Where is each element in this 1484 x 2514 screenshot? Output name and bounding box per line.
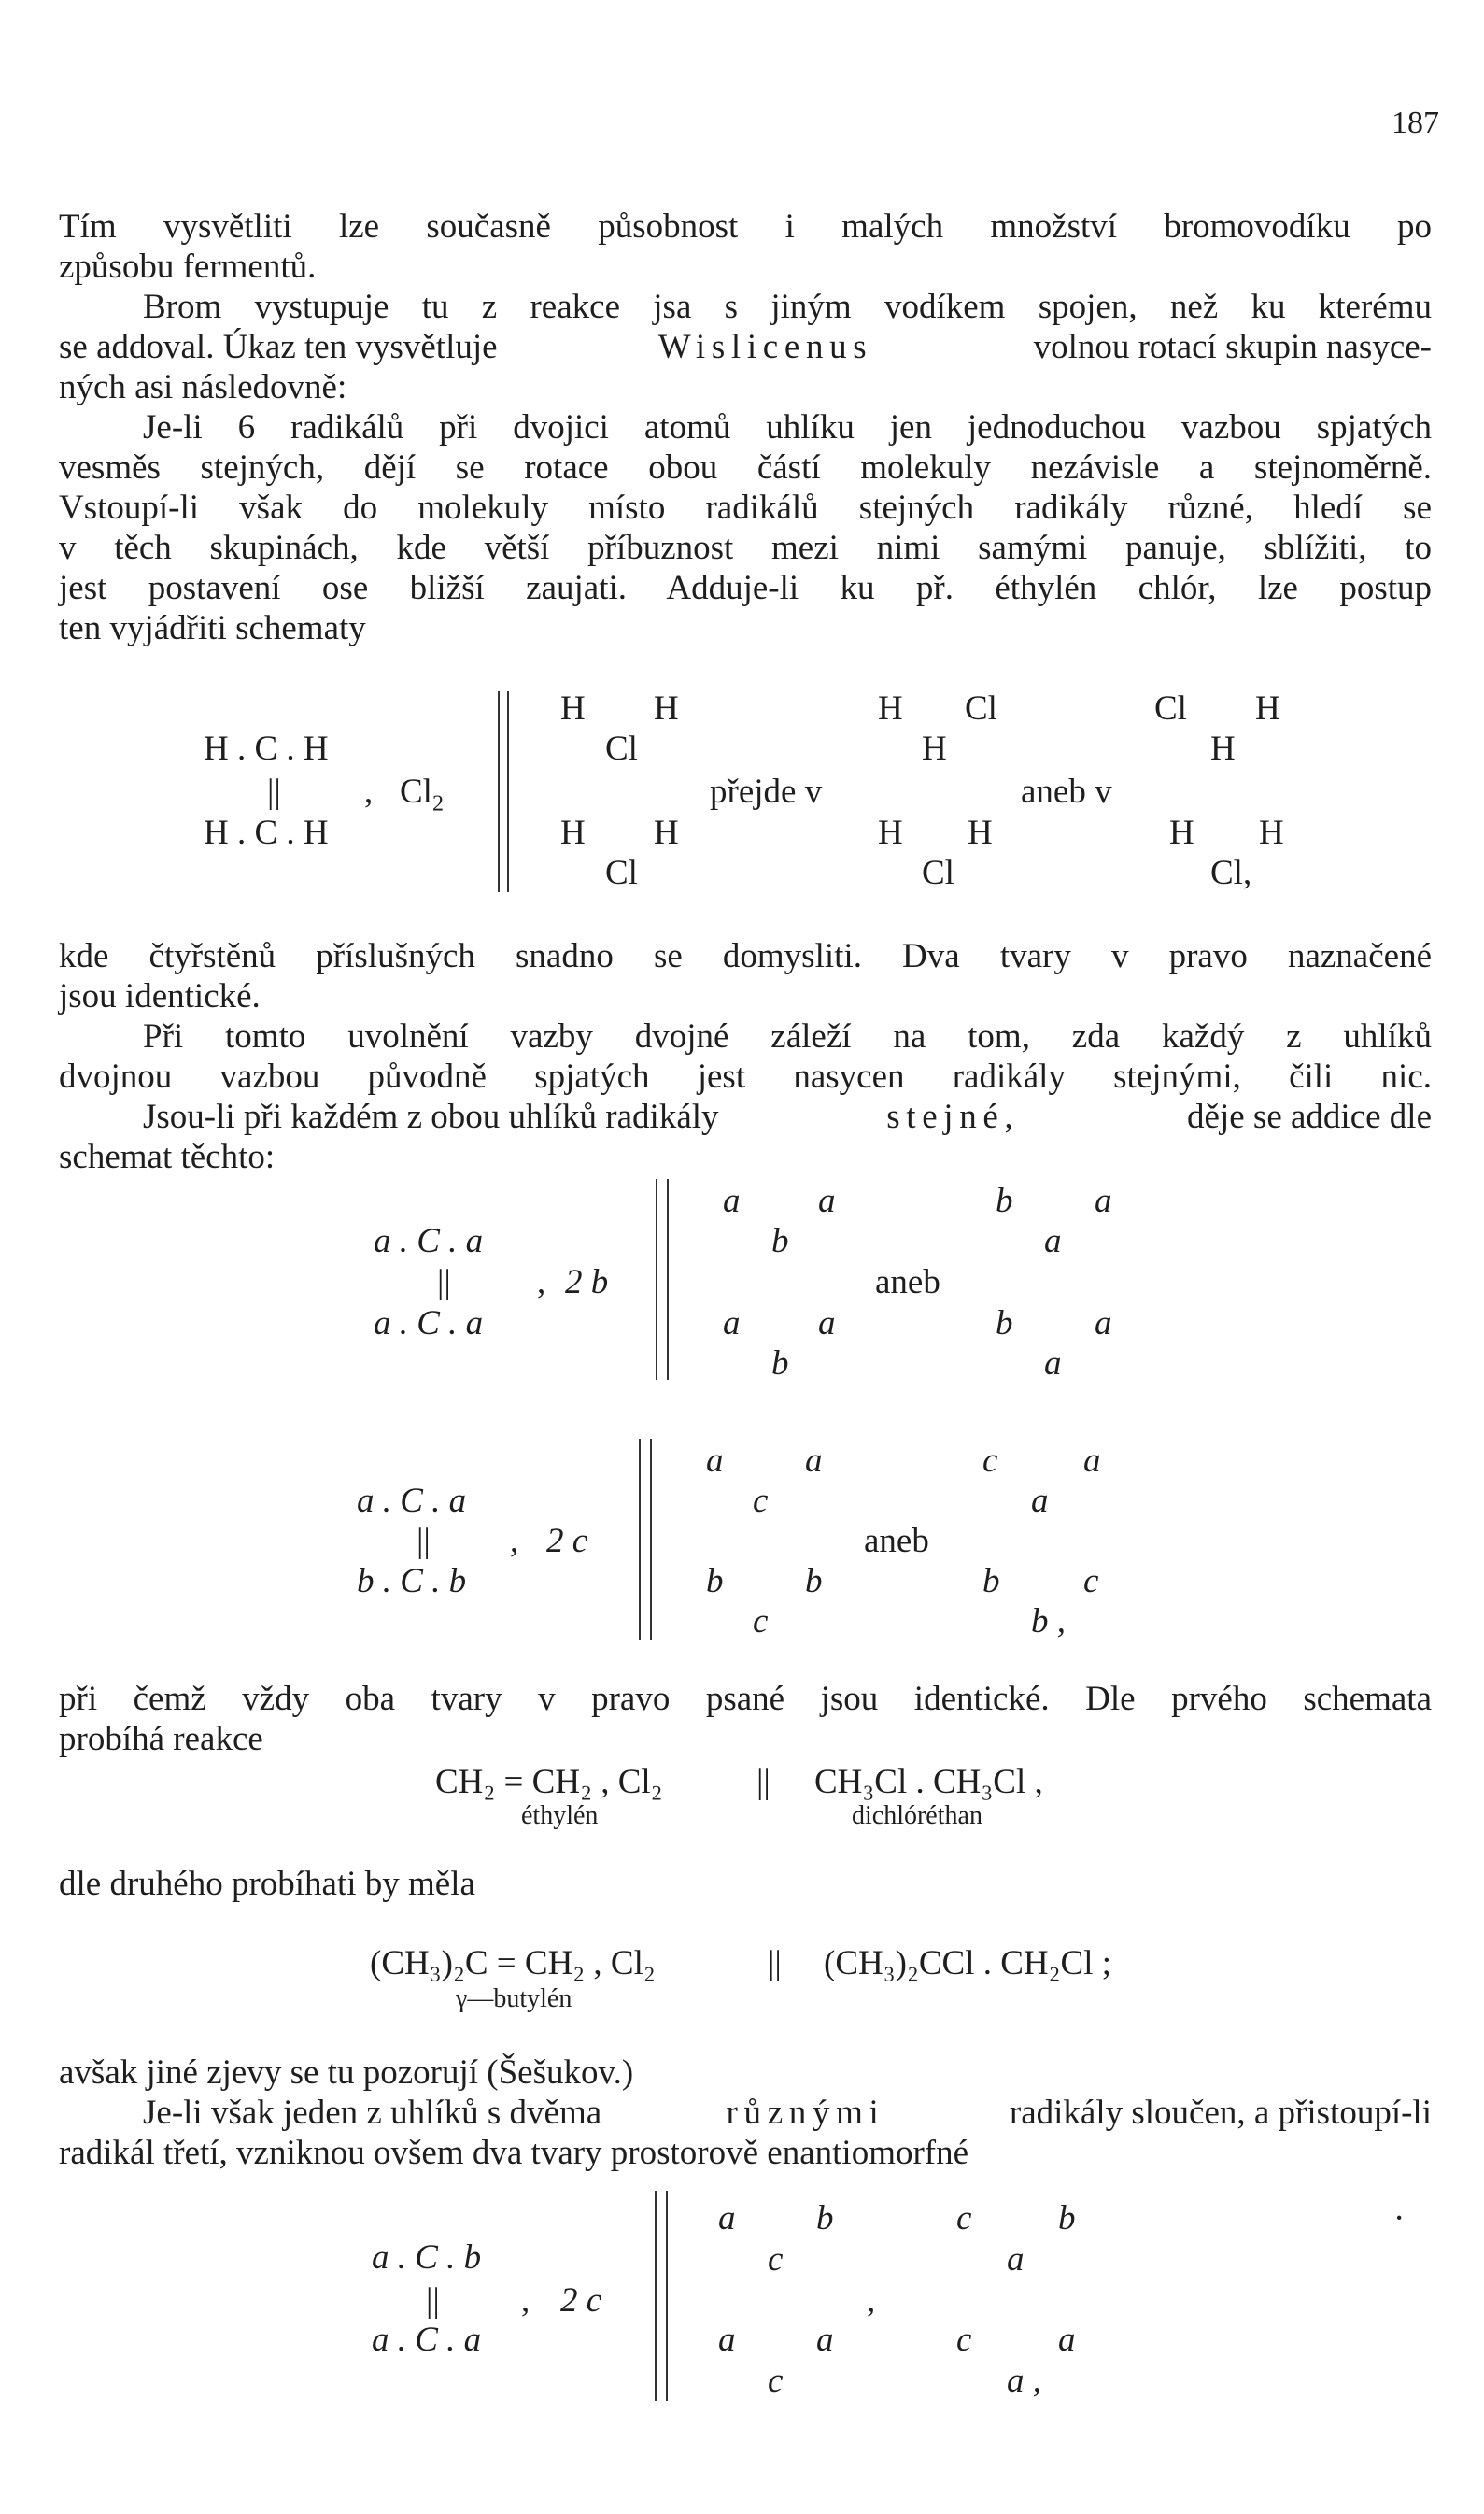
radical: a (818, 1304, 836, 1342)
formula-bottom: a . C . a (374, 1304, 484, 1342)
comma: , (521, 2281, 530, 2320)
divider (667, 1179, 669, 1380)
atom: H (968, 814, 993, 852)
connector-word: přejde v (710, 773, 823, 811)
reagent-symbol: Cl (400, 773, 432, 811)
radical: c (1083, 1562, 1099, 1600)
compound-label: γ—butylén (456, 1984, 572, 2013)
radical: a (805, 1442, 823, 1480)
text-line: ten vyjádřiti schematy (59, 609, 366, 647)
connector-word: aneb (875, 1263, 940, 1301)
text-line (59, 2093, 1432, 2133)
double-bond: || (426, 2281, 440, 2320)
radical: c (956, 2321, 972, 2359)
compound-label: dichlóréthan (852, 1801, 982, 1830)
formula-bottom: a . C . a (372, 2321, 482, 2359)
atom: H (1169, 814, 1194, 852)
text-line: Brom vystupuje tu z reakce jsa s jiným vodíkem spojen, než ku kterému (143, 288, 1432, 326)
text-span: Je-li však jeden z uhlíků s dvěma (143, 2094, 602, 2132)
text-line: způsobu fermentů. (59, 248, 317, 286)
atom: Cl, (1210, 854, 1252, 892)
radical: c (982, 1442, 998, 1480)
comma: , (510, 1522, 519, 1560)
atom: H (560, 814, 586, 852)
formula-top: a . C . a (374, 1222, 484, 1260)
radical: b (996, 1304, 1013, 1342)
text-line: Je-li 6 radikálů při dvojici atomů uhlíku jen jednoduchou vazbou spjatých (143, 408, 1432, 447)
formula-top: a . C . b (372, 2238, 482, 2277)
atom: Cl (605, 854, 638, 892)
atom: H (654, 689, 679, 728)
double-bond: || (437, 1263, 451, 1301)
radical: a (816, 2321, 834, 2359)
text-line: Při tomto uvolnění vazby dvojné záleží na tom, zda každý z uhlíků (143, 1017, 1432, 1056)
radical: a (1007, 2240, 1025, 2279)
text-span: Jsou-li při každém z obou uhlíků radikály (143, 1098, 719, 1136)
radical: a (1095, 1304, 1112, 1342)
text-line (59, 327, 1432, 367)
emphasis: různými (726, 2094, 885, 2132)
author-name: Wislicenus (657, 328, 873, 366)
radical: c (768, 2240, 784, 2279)
radical: b (982, 1562, 1000, 1600)
text-line: ných asi následovně: (59, 368, 347, 406)
radical: a (723, 1182, 741, 1220)
divider (498, 691, 500, 892)
double-bond: || (267, 773, 281, 811)
radical: b (706, 1562, 724, 1600)
reagent (400, 772, 444, 817)
radical: c (768, 2362, 784, 2400)
formula-top: H . C . H (204, 730, 329, 768)
text-line (59, 1097, 1432, 1137)
radical: a (718, 2199, 736, 2237)
radical: c (753, 1602, 769, 1640)
text-line: jest postavení ose bližší zaujati. Adduje-li ku př. éthylén chlór, lze postup (59, 569, 1432, 607)
text-line: jsou identické. (59, 977, 261, 1016)
text-line: Vstoupí-li však do molekuly místo radikálů stejných radikály různé, hledí se (59, 489, 1432, 527)
atom: Cl (922, 854, 954, 892)
reagent: 2 c (560, 2281, 602, 2320)
page-number: 187 (1392, 106, 1439, 140)
radical: c (753, 1482, 769, 1520)
equation-separator: || (768, 1944, 782, 1982)
text-line: avšak jiné zjevy se tu pozorují (Šešukov.) (59, 2053, 634, 2092)
text-line: kde čtyřstěnů příslušných snadno se domysliti. Dva tvary v pravo naznačené (59, 937, 1432, 975)
comma: , (537, 1263, 546, 1301)
double-bond: || (417, 1522, 431, 1560)
formula-bottom: H . C . H (204, 814, 329, 852)
radical: a (818, 1182, 836, 1220)
connector-word: aneb (864, 1522, 929, 1560)
text-line: Tím vysvětliti lze současně působnost i malých množství bromovodíku po (59, 207, 1432, 246)
stray-dot: · (1393, 2199, 1406, 2237)
divider (650, 1439, 652, 1640)
text-line: v těch skupinách, kde větší příbuznost mezi nimi samými panuje, sblížiti, to (59, 529, 1432, 567)
text-line: dle druhého probíhati by měla (59, 1865, 475, 1903)
atom: H (878, 689, 903, 728)
radical: a (1095, 1182, 1112, 1220)
atom: Cl (605, 730, 638, 768)
compound-label: éthylén (521, 1801, 599, 1830)
emphasis: stejné, (886, 1098, 1020, 1136)
reagent-subscript: 2 (431, 791, 444, 817)
divider (656, 1179, 657, 1380)
equation-separator: || (756, 1763, 770, 1801)
radical: a (706, 1442, 724, 1480)
equation-lhs: (CH₃)₂C = CH₂ , Cl₂ (370, 1944, 656, 1982)
radical: b (816, 2199, 834, 2237)
radical: a (718, 2321, 736, 2359)
reagent: 2 b (565, 1263, 609, 1301)
text-span: děje se addice dle (1187, 1098, 1432, 1136)
atom: H (1255, 689, 1280, 728)
formula-bottom: b . C . b (357, 1562, 467, 1600)
divider (655, 2191, 657, 2401)
equation-rhs: (CH₃)₂CCl . CH₂Cl ; (824, 1944, 1112, 1982)
equation-lhs: CH₂ = CH₂ , Cl₂ (435, 1763, 663, 1801)
text-span: radikály sloučen, a přistoupí-li (1009, 2094, 1432, 2132)
text-line: schemat těchto: (59, 1138, 276, 1176)
atom: H (1210, 730, 1236, 768)
radical: a (1083, 1442, 1101, 1480)
radical: a (1044, 1222, 1062, 1260)
radical: a (1058, 2321, 1076, 2359)
radical: b (996, 1182, 1013, 1220)
radical: b , (1031, 1602, 1066, 1640)
text-line: probíhá reakce (59, 1720, 263, 1758)
radical: a , (1007, 2362, 1041, 2400)
text-line: dvojnou vazbou původně spjatých jest nasycen radikály stejnými, čili nic. (59, 1058, 1432, 1096)
radical: b (771, 1222, 789, 1260)
radical: c (956, 2199, 972, 2237)
text-span: se addoval. Úkaz ten vysvětluje (59, 328, 498, 366)
text-span: volnou rotací skupin nasyce- (1033, 328, 1432, 366)
divider (507, 691, 509, 892)
radical: b (1058, 2199, 1076, 2237)
comma: , (867, 2281, 876, 2320)
reagent: 2 c (546, 1522, 588, 1560)
atom: Cl (1154, 689, 1187, 728)
radical: a (1031, 1482, 1049, 1520)
connector-word: aneb v (1021, 773, 1112, 811)
text-line: radikál třetí, vzniknou ovšem dva tvary prostorově enantiomorfné (59, 2134, 969, 2172)
atom: H (1259, 814, 1284, 852)
comma: , (364, 773, 374, 811)
divider (666, 2191, 668, 2401)
atom: H (560, 689, 586, 728)
atom: H (922, 730, 947, 768)
text-line: vesměs stejných, dějí se rotace obou částí molekuly nezávisle a stejnoměrně. (59, 448, 1432, 487)
atom: Cl (965, 689, 997, 728)
radical: b (805, 1562, 823, 1600)
radical: b (771, 1344, 789, 1383)
radical: a (723, 1304, 741, 1342)
text-line: při čemž vždy oba tvary v pravo psané jsou identické. Dle prvého schemata (59, 1680, 1432, 1718)
atom: H (878, 814, 903, 852)
radical: a (1044, 1344, 1062, 1383)
divider (639, 1439, 641, 1640)
equation-rhs: CH₃Cl . CH₃Cl , (814, 1763, 1043, 1801)
atom: H (654, 814, 679, 852)
formula-top: a . C . a (357, 1482, 467, 1520)
